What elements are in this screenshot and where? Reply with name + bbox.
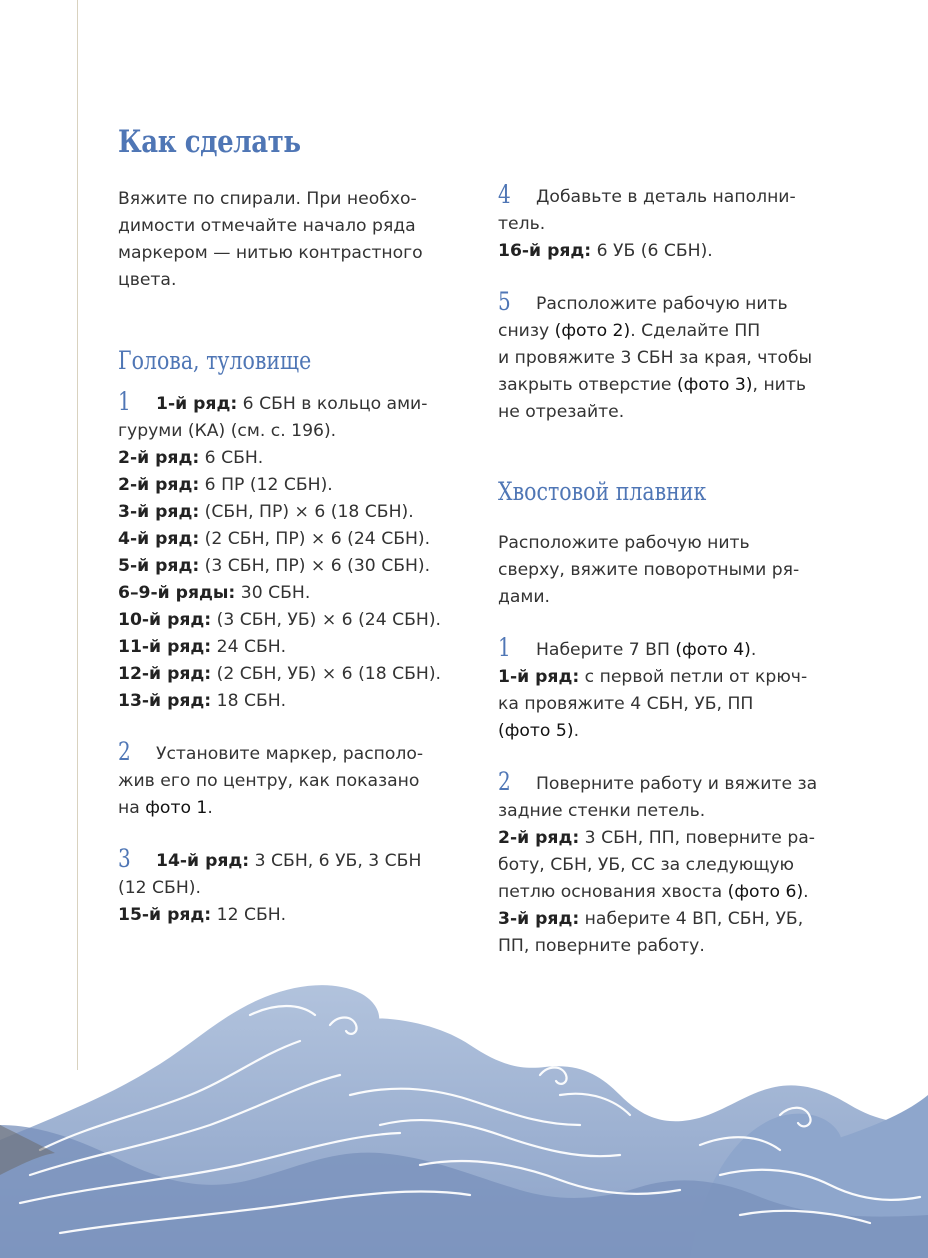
tail-step-1 (498, 633, 868, 745)
row-text: 30 СБН. (235, 583, 311, 603)
step-number: 3 (118, 844, 131, 873)
row-label: 5-й ряд: (118, 556, 200, 576)
step-number: 2 (118, 737, 131, 766)
row-text: 3 СБН, 6 УБ, 3 СБН (249, 851, 422, 871)
step-number: 1 (498, 633, 511, 662)
photo-reference: (фото 3) (676, 375, 753, 395)
intro-line: дами. (498, 587, 551, 607)
row-text: 24 СБН. (211, 637, 287, 657)
intro-line: маркером — нитью контрастного (118, 243, 423, 263)
intro-line: димости отмечайте начало ряда (118, 216, 416, 236)
step-text: Добавьте в деталь наполни- (536, 187, 796, 207)
step-text: не отрезайте. (498, 402, 625, 422)
step-5 (498, 287, 868, 426)
section-heading-tail-fin: Хвостовой плавник (498, 477, 707, 506)
step-number: 1 (118, 387, 131, 416)
row-text: 6 ПР (12 СБН). (199, 475, 333, 495)
row-label: 11-й ряд: (118, 637, 212, 657)
photo-reference: (фото 6) (727, 882, 804, 902)
row-text: (12 СБН). (118, 878, 201, 898)
row-text: 18 СБН. (211, 691, 287, 711)
row-text: боту, СБН, УБ, СС за следующую (498, 855, 795, 875)
row-text: 6 УБ (6 СБН). (591, 241, 713, 261)
step-number: 4 (498, 180, 511, 209)
row-label: 1-й ряд: (156, 394, 238, 414)
step-text: на (118, 798, 146, 818)
row-text: 12 СБН. (211, 905, 287, 925)
margin-rule (77, 0, 78, 1070)
step-text: Поверните работу и вяжите за (536, 774, 818, 794)
step-text: Наберите 7 ВП (536, 640, 676, 660)
intro-line: Вяжите по спирали. При необхо- (118, 189, 417, 209)
right-column (498, 180, 868, 960)
step-text: . (207, 798, 213, 818)
step-text: Расположите рабочую нить (536, 294, 788, 314)
row-text: ка провяжите 4 СБН, УБ, ПП (498, 694, 754, 714)
row-label: 2-й ряд: (118, 448, 200, 468)
row-text: 3 СБН, ПП, поверните ра- (579, 828, 815, 848)
step-number: 5 (498, 287, 511, 316)
intro-paragraph (118, 186, 478, 294)
step-text: , нить (752, 375, 806, 395)
step-text: закрыть отверстие (498, 375, 677, 395)
row-label: 10-й ряд: (118, 610, 212, 630)
wave-illustration (0, 975, 928, 1258)
row-label: 1-й ряд: (498, 667, 580, 687)
row-label: 16-й ряд: (498, 241, 592, 261)
tail-step-2 (498, 767, 868, 960)
row-text: наберите 4 ВП, СБН, УБ, (579, 909, 804, 929)
step-4 (498, 180, 868, 265)
row-text: (3 СБН, ПР) × 6 (30 СБН). (199, 556, 431, 576)
section-heading-head-body: Голова, туловище (118, 346, 312, 375)
row-text: петлю основания хвоста (498, 882, 728, 902)
tail-intro-paragraph (498, 530, 868, 611)
row-text: . (573, 721, 580, 741)
intro-line: цвета. (118, 270, 177, 290)
step-text: . Сделайте ПП (630, 321, 761, 341)
row-text: (СБН, ПР) × 6 (18 СБН). (199, 502, 414, 522)
row-text: (3 СБН, УБ) × 6 (24 СБН). (211, 610, 442, 630)
row-label: 2-й ряд: (498, 828, 580, 848)
row-label: 15-й ряд: (118, 905, 212, 925)
step-text: тель. (498, 214, 546, 234)
page-title: Как сделать (118, 124, 301, 160)
row-text: (2 СБН, УБ) × 6 (18 СБН). (211, 664, 442, 684)
step-2 (118, 737, 478, 822)
step-text: и провяжите 3 СБН за края, чтобы (498, 348, 813, 368)
photo-reference: фото 1 (145, 798, 208, 818)
row-text: 6 СБН. (199, 448, 264, 468)
photo-reference: (фото 4) (675, 640, 751, 660)
photo-reference: (фото 5) (498, 721, 574, 741)
row-label: 12-й ряд: (118, 664, 212, 684)
row-label: 13-й ряд: (118, 691, 212, 711)
intro-line: Расположите рабочую нить (498, 533, 750, 553)
row-label: 4-й ряд: (118, 529, 200, 549)
row-label: 3-й ряд: (118, 502, 200, 522)
step-text: Установите маркер, располо- (156, 744, 424, 764)
row-label: 6–9-й ряды: (118, 583, 236, 603)
step-number: 2 (498, 767, 511, 796)
row-text: (2 СБН, ПР) × 6 (24 СБН). (199, 529, 431, 549)
step-3 (118, 844, 478, 929)
step-text: . (750, 640, 757, 660)
row-label: 14-й ряд: (156, 851, 250, 871)
step-1 (118, 387, 478, 715)
row-text: . (803, 882, 809, 902)
step-text: задние стенки петель. (498, 801, 706, 821)
row-text: 6 СБН в кольцо ами- (237, 394, 428, 414)
row-label: 2-й ряд: (118, 475, 200, 495)
row-text: гуруми (КА) (см. с. 196). (118, 421, 337, 441)
intro-line: сверху, вяжите поворотными ря- (498, 560, 800, 580)
row-text: с первой петли от крюч- (579, 667, 808, 687)
row-text: ПП, поверните работу. (498, 936, 705, 956)
photo-reference: (фото 2) (554, 321, 631, 341)
left-column (118, 186, 478, 929)
step-text: жив его по центру, как показано (118, 771, 420, 791)
step-text: снизу (498, 321, 555, 341)
row-label: 3-й ряд: (498, 909, 580, 929)
